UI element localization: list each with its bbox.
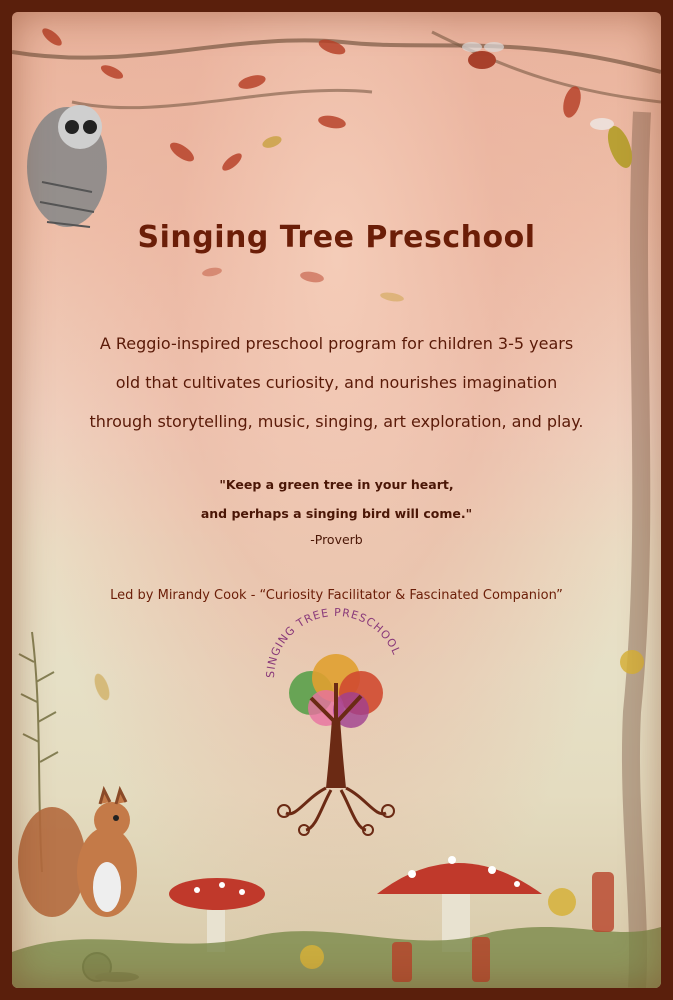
quote-line: and perhaps a singing bird will come." xyxy=(200,506,473,521)
quote-attribution: -Proverb xyxy=(310,532,363,547)
program-description xyxy=(12,324,661,441)
owl-illustration xyxy=(27,105,107,227)
quote-line: "Keep a green tree in your heart, xyxy=(219,477,454,492)
description-line: old that cultivates curiosity, and nourishes imagination xyxy=(115,373,558,392)
logo-text: SINGING TREE PRESCHOOL xyxy=(263,608,404,679)
description-line: through storytelling, music, singing, art exploration, and play. xyxy=(89,412,584,431)
proverb-quote xyxy=(12,470,661,528)
illustrated-paper xyxy=(12,12,661,988)
description-line: A Reggio-inspired preschool program for children 3-5 years xyxy=(99,334,574,353)
led-by-line: Led by Mirandy Cook - “Curiosity Facilitator & Fascinated Companion” xyxy=(110,588,563,603)
bee-illustration xyxy=(590,118,637,171)
singing-tree-logo xyxy=(256,608,416,838)
squirrel-illustration xyxy=(18,790,137,917)
page-title: Singing Tree Preschool xyxy=(137,220,536,255)
